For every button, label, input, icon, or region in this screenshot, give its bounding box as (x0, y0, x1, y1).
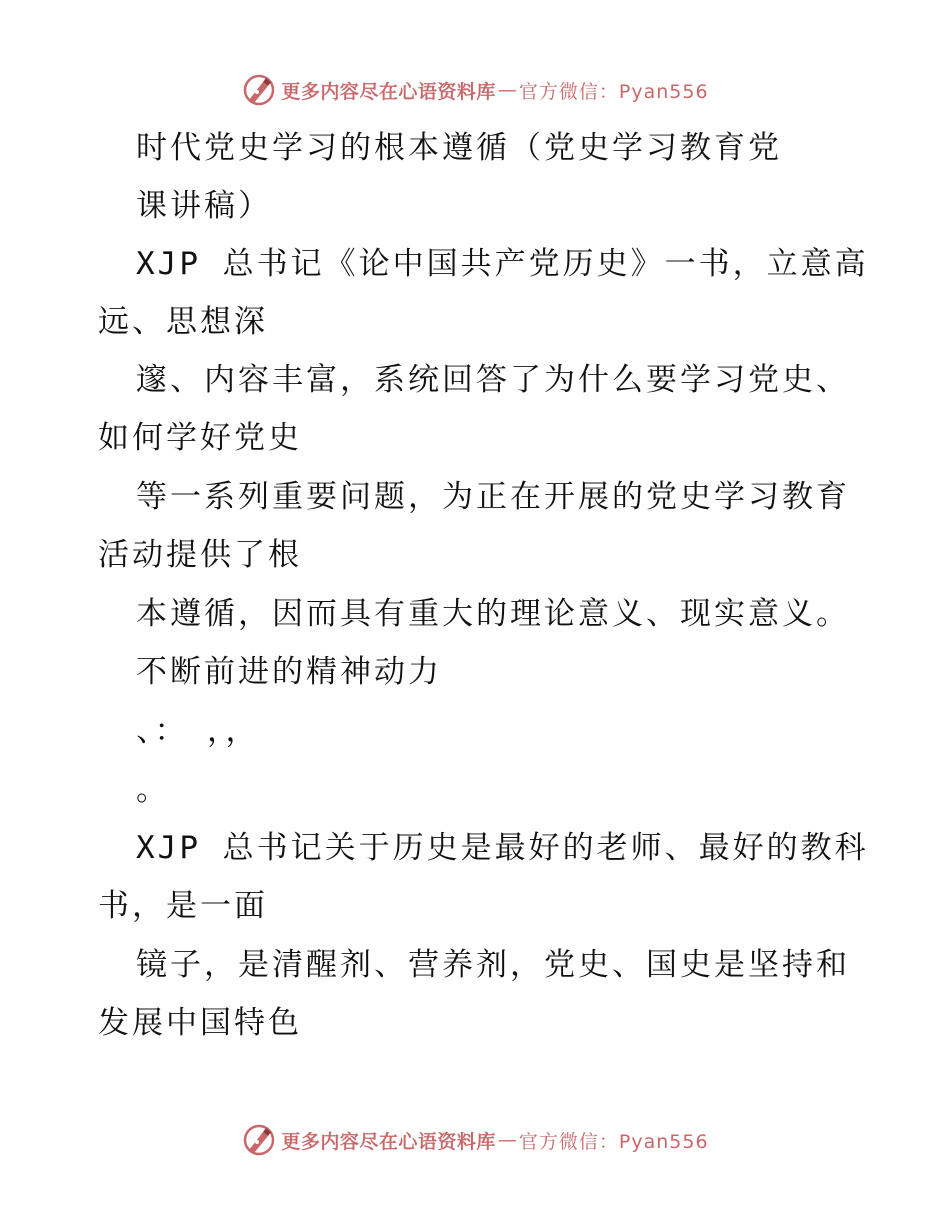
body-line: 等一系列重要问题，为正在开展的党史学习教育 (136, 479, 850, 515)
banner-site-text: 更多内容尽在心语资料库 (281, 80, 496, 103)
body-line: XJP 总书记关于历史是最好的老师、最好的教科 (136, 830, 869, 866)
body-line: 活动提供了根 (98, 537, 302, 573)
footer-banner (0, 1120, 950, 1160)
body-line: 远、思想深 (98, 304, 268, 340)
body-line: 书，是一面 (98, 888, 268, 924)
banner-wechat-text: 官方微信：Pyan556 (518, 1130, 709, 1153)
header-banner (0, 70, 950, 110)
body-line: 发展中国特色 (98, 1005, 302, 1041)
banner-site-text: 更多内容尽在心语资料库 (281, 1130, 496, 1153)
body-line: 邃、内容丰富，系统回答了为什么要学习党史、 (136, 362, 850, 398)
banner-dash: — (497, 1129, 517, 1151)
body-line: 。 (136, 772, 170, 808)
body-line: 、： ，， (136, 713, 260, 749)
body-line: 时代党史学习的根本遵循（党史学习教育党 (136, 130, 782, 166)
body-line: 如何学好党史 (98, 420, 302, 456)
banner-wechat-text: 官方微信：Pyan556 (518, 80, 709, 103)
body-line: 不断前进的精神动力 (136, 654, 442, 690)
body-line: XJP 总书记《论中国共产党历史》一书，立意高 (136, 246, 869, 282)
body-line: 课讲稿） (136, 188, 272, 224)
pen-logo-icon (241, 1122, 277, 1158)
body-line: 本遵循，因而具有重大的理论意义、现实意义。 (136, 596, 850, 632)
body-line: 镜子，是清醒剂、营养剂，党史、国史是坚持和 (136, 947, 850, 983)
pen-logo-icon (241, 72, 277, 108)
banner-dash: — (497, 79, 517, 101)
